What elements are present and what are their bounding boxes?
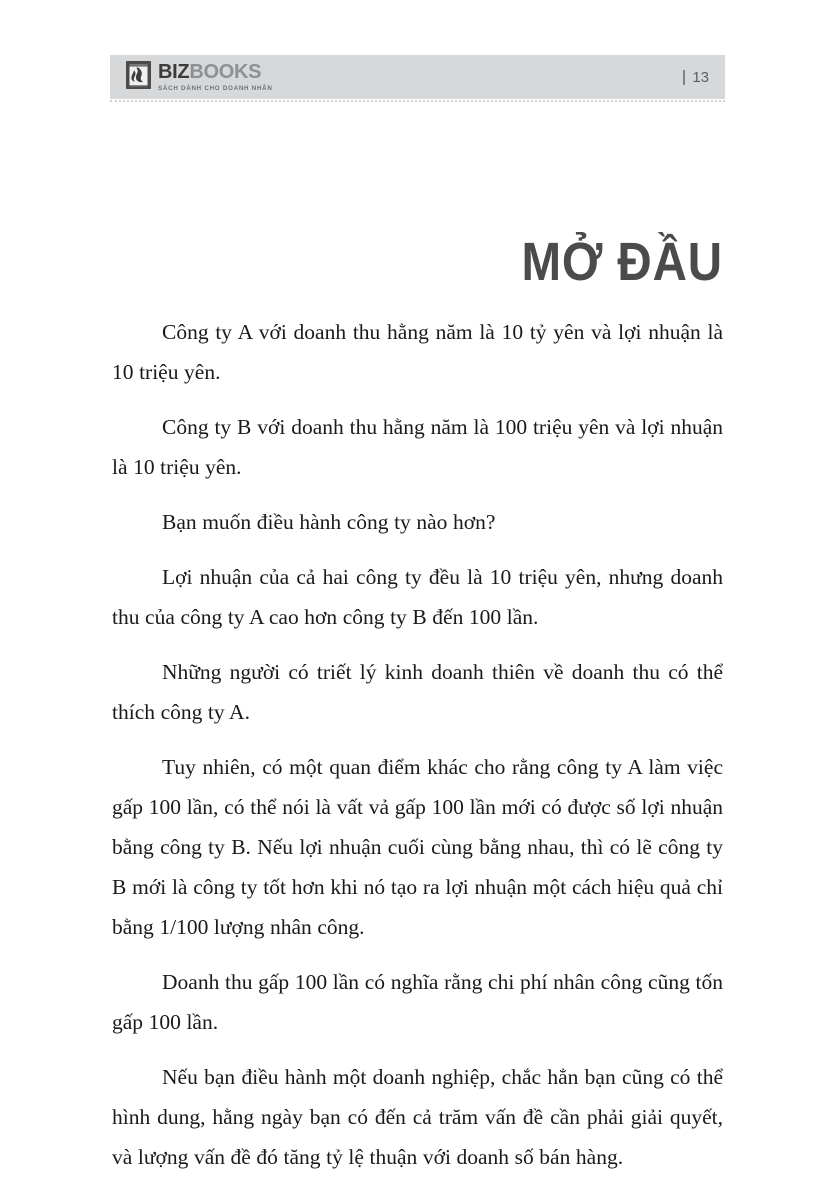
- body-paragraph: Bạn muốn điều hành công ty nào hơn?: [162, 510, 496, 534]
- body-text: [112, 312, 723, 1177]
- brand-books: BOOKS: [189, 61, 262, 83]
- body-paragraph: Lợi nhuận của cả hai công ty đều là 10 triệu yên, nhưng doanh thu của công ty A cao hơn công ty B đến 100 lần.: [112, 565, 723, 629]
- brand-tagline: SÁCH DÀNH CHO DOANH NHÂN: [158, 85, 273, 92]
- bizbooks-logo: [126, 61, 273, 93]
- body-paragraph: Những người có triết lý kinh doanh thiên về doanh thu có thể thích công ty A.: [112, 660, 723, 724]
- body-paragraph: Doanh thu gấp 100 lần có nghĩa rằng chi phí nhân công cũng tốn gấp 100 lần.: [112, 970, 723, 1034]
- running-header: [110, 55, 725, 99]
- page-folio: [683, 69, 711, 86]
- page-number: 13: [692, 68, 709, 86]
- folio-divider: [683, 70, 685, 85]
- body-paragraph: Công ty A với doanh thu hằng năm là 10 tỷ yên và lợi nhuận là 10 triệu yên.: [112, 320, 723, 384]
- brand-text: [158, 61, 273, 93]
- open-book-icon: [126, 61, 151, 89]
- body-paragraph: Công ty B với doanh thu hằng năm là 100 triệu yên và lợi nhuận là 10 triệu yên.: [112, 415, 723, 479]
- body-paragraph: Nếu bạn điều hành một doanh nghiệp, chắc hẳn bạn cũng có thể hình dung, hằng ngày bạn có đến cả trăm vấn đề cần phải giải quyết, và lượng vấn đề đó tăng tỷ lệ thuận với doanh số bán hàng.: [112, 1065, 723, 1169]
- brand-wordmark: [158, 62, 273, 82]
- page-title: MỞ ĐẦU: [521, 232, 723, 293]
- body-paragraph: Tuy nhiên, có một quan điểm khác cho rằng công ty A làm việc gấp 100 lần, có thể nói là vất vả gấp 100 lần mới có được số lợi nhuận bằng công ty B. Nếu lợi nhuận cuối cùng bằng nhau, thì có lẽ công ty B mới là công ty tốt hơn khi nó tạo ra lợi nhuận một cách hiệu quả chỉ bằng 1/100 lượng nhân công.: [112, 755, 723, 939]
- brand-biz: BIZ: [158, 61, 190, 83]
